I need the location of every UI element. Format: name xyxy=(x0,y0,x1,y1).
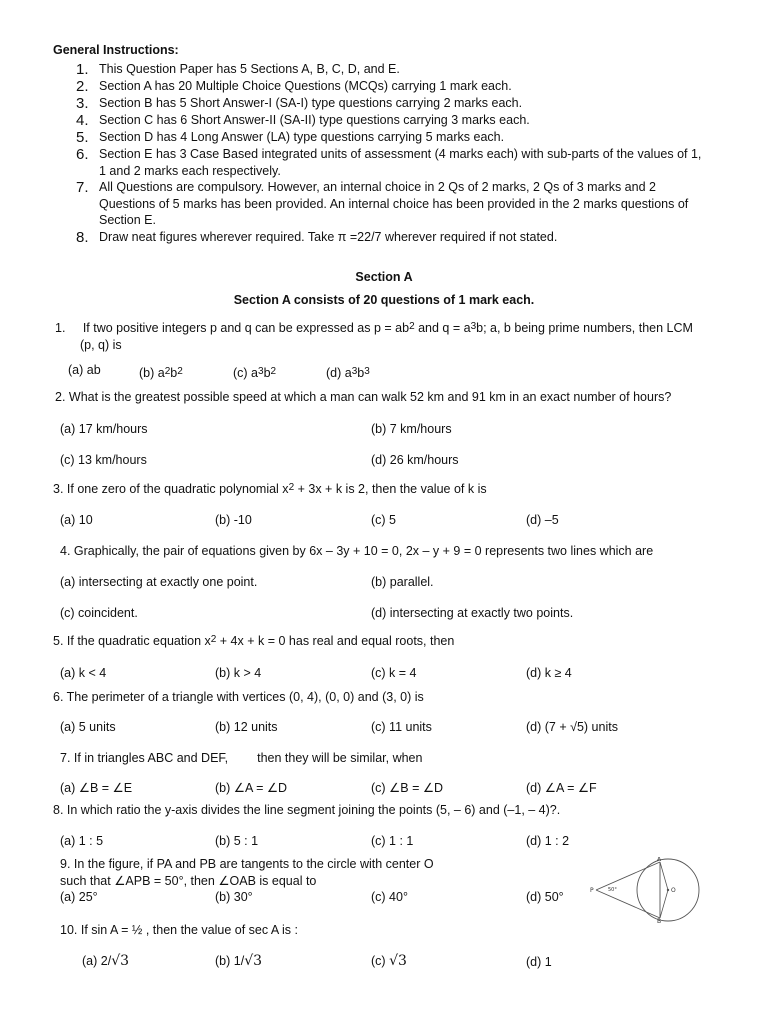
instruction-number: 7. xyxy=(76,179,89,196)
q10-option-a xyxy=(82,953,129,969)
q10-option-c xyxy=(371,953,407,969)
label-b: B xyxy=(657,918,662,923)
radical-symbol: √3 xyxy=(389,953,407,969)
question-2: 2. What is the greatest possible speed at which a man can walk 52 km and 91 km in an exact number of hours? xyxy=(55,390,672,404)
q8-option-c: (c) 1 : 1 xyxy=(371,834,414,848)
general-instructions-title: General Instructions: xyxy=(53,43,179,57)
instruction-number: 3. xyxy=(76,95,89,112)
radical-symbol: √3 xyxy=(111,953,130,969)
instruction-text: Section A has 20 Multiple Choice Questions (MCQs) carrying 1 mark each. xyxy=(99,79,512,93)
question-4: 4. Graphically, the pair of equations given by 6x – 3y + 10 = 0, 2x – y + 9 = 0 represents two lines which are xyxy=(60,544,654,558)
q9-option-b: (b) 30° xyxy=(215,890,253,904)
superscript: 2 xyxy=(409,321,415,332)
instruction-text: Draw neat figures wherever required. Take π =22/7 wherever required if not stated. xyxy=(99,230,558,244)
q10-option-d: (d) 1 xyxy=(526,955,552,969)
q2-option-d: (d) 26 km/hours xyxy=(371,453,459,467)
q6-option-c: (c) 11 units xyxy=(371,720,432,734)
question-10: 10. If sin A = ½ , then the value of sec A is : xyxy=(60,923,299,937)
instruction-text: All Questions are compulsory. However, an internal choice in 2 Qs of 2 marks, 2 Qs of 3 marks and 2 Questions of 5 marks has been provided. An internal choice has been provided in the 2 marks questions of Section E. xyxy=(99,180,689,227)
superscript: 2 xyxy=(288,482,295,493)
superscript: 2 xyxy=(177,366,183,377)
superscript: 3 xyxy=(470,321,477,332)
question-text: and q = a xyxy=(414,321,471,335)
question-9-line-2: such that ∠APB = 50°, then ∠OAB is equal to xyxy=(60,874,317,888)
question-6: 6. The perimeter of a triangle with vertices (0, 4), (0, 0) and (3, 0) is xyxy=(53,690,424,704)
q7-option-d: (d) ∠A = ∠F xyxy=(526,781,597,795)
q8-option-b: (b) 5 : 1 xyxy=(215,834,259,848)
instruction-text: Section E has 3 Case Based integrated units of assessment (4 marks each) with sub-parts of the values of 1, 1 and 2 marks each respectively. xyxy=(99,147,702,178)
q8-option-d: (d) 1 : 2 xyxy=(526,834,570,848)
label-p: P xyxy=(590,887,594,894)
question-text: + 3x + k is 2, then the value of k is xyxy=(294,482,487,496)
q6-option-b: (b) 12 units xyxy=(215,720,278,734)
superscript: 3 xyxy=(351,366,358,377)
q7-option-a: (a) ∠B = ∠E xyxy=(60,781,133,795)
section-title: Section A xyxy=(355,270,413,284)
q1-option-b xyxy=(139,366,183,380)
q9-option-d: (d) 50° xyxy=(526,890,564,904)
tangent-pb xyxy=(596,890,660,918)
instruction-text: Section D has 4 Long Answer (LA) type questions carrying 5 marks each. xyxy=(99,130,505,144)
superscript: 3 xyxy=(258,366,264,377)
tangent-pa xyxy=(596,862,660,890)
q8-option-a: (a) 1 : 5 xyxy=(60,834,104,848)
question-text: + 4x + k = 0 has real and equal roots, then xyxy=(216,634,455,648)
question-5 xyxy=(53,634,454,648)
q4-option-b: (b) parallel. xyxy=(371,575,434,589)
instruction-number: 1. xyxy=(76,61,89,78)
q1-option-d xyxy=(326,366,370,380)
superscript: 2 xyxy=(270,366,277,377)
q4-option-d: (d) intersecting at exactly two points. xyxy=(371,606,574,620)
option-text: ab xyxy=(86,363,101,377)
option-label: (c) a xyxy=(233,366,258,380)
question-number: 1. xyxy=(55,321,66,335)
q3-option-d: (d) –5 xyxy=(526,513,559,527)
q2-option-b: (b) 7 km/hours xyxy=(371,422,452,436)
option-label: (d) a xyxy=(326,366,352,380)
q5-option-b: (b) k > 4 xyxy=(215,666,262,680)
superscript: 2 xyxy=(210,634,217,645)
option-text: b xyxy=(263,366,271,380)
q1-option-c xyxy=(233,366,276,380)
q9-option-c: (c) 40° xyxy=(371,890,408,904)
label-a: A xyxy=(657,857,662,863)
question-text: b; a, b being prime numbers, then LCM xyxy=(476,321,693,335)
q4-option-a: (a) intersecting at exactly one point. xyxy=(60,575,258,589)
option-text: b xyxy=(170,366,178,380)
section-subtitle: Section A consists of 20 questions of 1 mark each. xyxy=(233,293,535,307)
instruction-number: 8. xyxy=(76,229,89,246)
q6-option-d: (d) (7 + √5) units xyxy=(526,720,618,734)
instruction-text: This Question Paper has 5 Sections A, B, C, D, and E. xyxy=(99,62,400,76)
q3-option-b: (b) -10 xyxy=(215,513,252,527)
question-1-line-2: (p, q) is xyxy=(80,338,122,352)
question-1 xyxy=(55,321,693,335)
label-o: O xyxy=(671,887,676,894)
instruction-number: 2. xyxy=(76,78,89,95)
q6-option-a: (a) 5 units xyxy=(60,720,116,734)
radius-ob xyxy=(660,890,668,918)
question-text: 3. If one zero of the quadratic polynomial x xyxy=(53,482,289,496)
superscript: 2 xyxy=(164,366,171,377)
q5-option-d: (d) k ≥ 4 xyxy=(526,666,572,680)
question-3 xyxy=(53,482,487,496)
radius-oa xyxy=(660,862,668,890)
instruction-text: Section C has 6 Short Answer-II (SA-II) type questions carrying 3 marks each. xyxy=(99,113,530,127)
instruction-number: 4. xyxy=(76,112,89,129)
radical-symbol: √3 xyxy=(244,953,263,969)
tangent-circle-figure xyxy=(590,857,705,923)
option-text: (b) 1/ xyxy=(215,954,245,968)
superscript: 3 xyxy=(364,366,370,377)
question-text: 7. If in triangles ABC and DEF, xyxy=(60,751,229,765)
question-7 xyxy=(60,751,422,765)
q3-option-a: (a) 10 xyxy=(60,513,93,527)
question-text: 5. If the quadratic equation x xyxy=(53,634,211,648)
q1-option-a xyxy=(68,363,101,377)
option-label: (a) xyxy=(68,363,84,377)
instruction-number: 5. xyxy=(76,129,89,146)
q3-option-c: (c) 5 xyxy=(371,513,396,527)
center-dot xyxy=(667,889,669,891)
q4-option-c: (c) coincident. xyxy=(60,606,138,620)
angle-label: 50° xyxy=(608,887,617,893)
q2-option-a: (a) 17 km/hours xyxy=(60,422,148,436)
q2-option-c: (c) 13 km/hours xyxy=(60,453,147,467)
question-9: 9. In the figure, if PA and PB are tangents to the circle with center O xyxy=(60,857,434,871)
option-text: (c) xyxy=(371,954,390,968)
question-text: then they will be similar, when xyxy=(257,751,423,765)
q7-option-b: (b) ∠A = ∠D xyxy=(215,781,288,795)
q9-option-a: (a) 25° xyxy=(60,890,98,904)
instruction-number: 6. xyxy=(76,146,89,163)
q5-option-a: (a) k < 4 xyxy=(60,666,107,680)
question-8: 8. In which ratio the y-axis divides the line segment joining the points (5, – 6) and (–1, – 4)?. xyxy=(53,803,561,817)
instruction-text: Section B has 5 Short Answer-I (SA-I) type questions carrying 2 marks each. xyxy=(99,96,523,110)
option-text: (a) 2/ xyxy=(82,954,112,968)
option-label: (b) a xyxy=(139,366,165,380)
q5-option-c: (c) k = 4 xyxy=(371,666,417,680)
option-text: b xyxy=(357,366,365,380)
question-text: If two positive integers p and q can be expressed as p = ab xyxy=(82,321,410,335)
q7-option-c: (c) ∠B = ∠D xyxy=(371,781,444,795)
q10-option-b xyxy=(215,953,262,969)
